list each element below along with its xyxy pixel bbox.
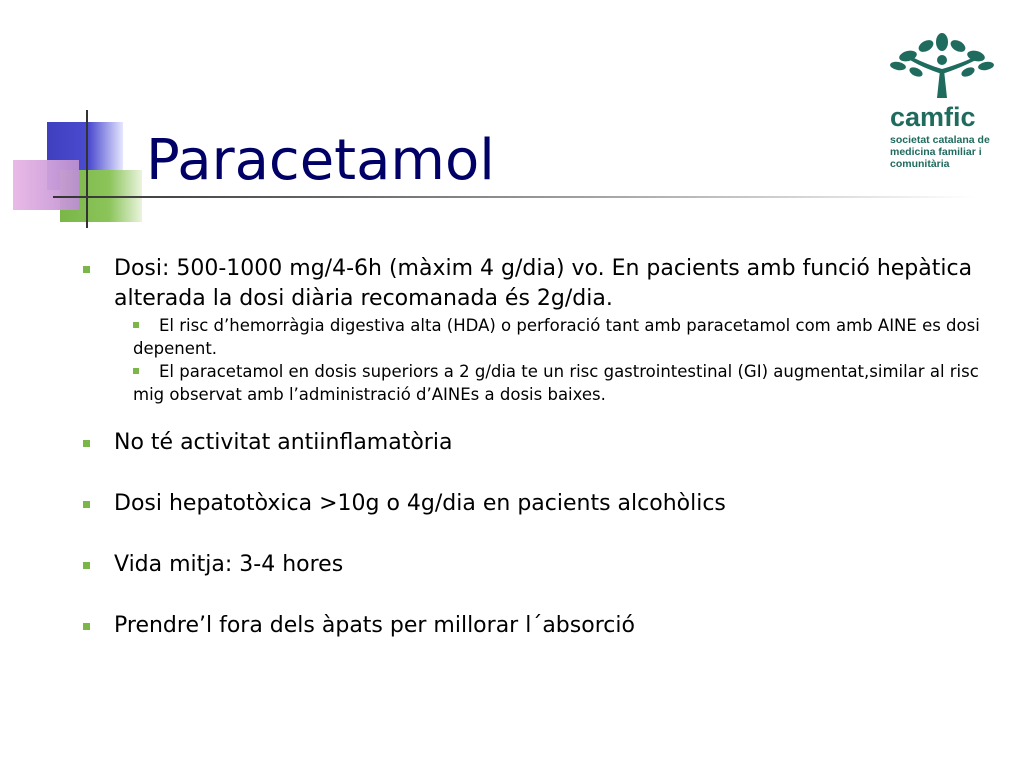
- bullet-text: Prendre’l fora dels àpats per millorar l´absorció: [114, 613, 635, 638]
- sub-bullet-marker: [133, 368, 139, 374]
- bullet-dosage: [80, 254, 990, 314]
- bullet-absorption: [80, 611, 990, 641]
- slide-content: [80, 254, 990, 641]
- logo-subtitle: societat catalana de medicina familiar i comunitària: [890, 134, 990, 170]
- bullet-marker: [83, 440, 90, 447]
- tree-icon: [890, 30, 996, 104]
- bullet-text: Vida mitja: 3-4 hores: [114, 552, 344, 577]
- title-underline: [53, 196, 975, 198]
- bullet-text: Dosi hepatotòxica >10g o 4g/dia en pacients alcohòlics: [114, 491, 726, 516]
- bullet-text: Dosi: 500-1000 mg/4-6h (màxim 4 g/dia) vo. En pacients amb funció hepàtica alterada la dosi diària recomanada és 2g/dia.: [114, 256, 973, 311]
- slide-title: Paracetamol: [146, 128, 495, 193]
- bullet-marker: [83, 501, 90, 508]
- logo-name: camfic: [890, 102, 976, 132]
- bullet-marker: [83, 562, 90, 569]
- sub-bullet-text: El risc d’hemorràgia digestiva alta (HDA) o perforació tant amb paracetamol com amb AINE es dosi depenent.: [133, 316, 980, 358]
- bullet-half-life: [80, 550, 990, 580]
- bullet-marker: [83, 623, 90, 630]
- bullet-text: No té activitat antiinflamatòria: [114, 430, 453, 455]
- decorative-vertical-line: [86, 110, 88, 228]
- sub-bullet-gi-risk: [133, 360, 990, 406]
- sub-bullet-text: El paracetamol en dosis superiors a 2 g/dia te un risc gastrointestinal (GI) augmentat,similar al risc mig observat amb l’administració d’AINEs a dosis baixes.: [133, 362, 979, 404]
- bullet-hepatotoxic-dose: [80, 489, 990, 519]
- bullet-anti-inflammatory: [80, 428, 990, 458]
- sub-bullet-hda-risk: [133, 314, 990, 360]
- sub-bullet-marker: [133, 322, 139, 328]
- camfic-logo: [884, 30, 996, 170]
- decorative-pink-square: [13, 160, 79, 210]
- bullet-marker: [83, 266, 90, 273]
